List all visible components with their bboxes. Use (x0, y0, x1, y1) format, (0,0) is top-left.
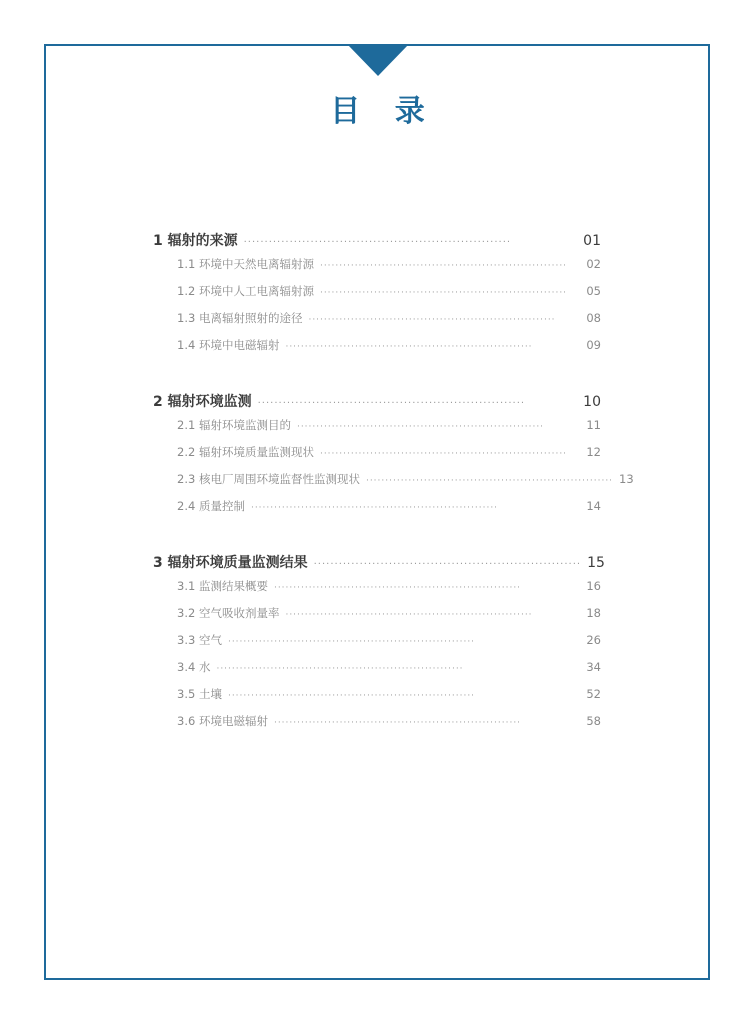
toc-chapter-3 (153, 552, 605, 740)
toc-entry[interactable] (153, 417, 601, 444)
toc-leader-dots: ································································ (319, 449, 568, 459)
toc-entry-label: 1.3 电离辐射照射的途径 (177, 311, 303, 325)
toc-entry-label: 1.1 环境中天然电离辐射源 (177, 257, 314, 271)
toc-entry[interactable] (153, 256, 601, 283)
toc-entry-label: 3.1 监测结果概要 (177, 579, 268, 593)
toc-page-number: 52 (586, 687, 601, 701)
toc-entry-label: 2.3 核电厂周围环境监督性监测现状 (177, 472, 360, 486)
toc-entry[interactable] (153, 337, 601, 364)
toc-entry-label: 2.2 辐射环境质量监测现状 (177, 445, 314, 459)
toc-chapter-1 (153, 230, 601, 364)
toc-entry-label: 3 辐射环境质量监测结果 (153, 555, 308, 571)
toc-entry-label: 3.3 空气 (177, 633, 222, 647)
top-notch-triangle (347, 44, 409, 76)
toc-leader-dots: ································································ (365, 476, 614, 486)
toc-entry[interactable] (153, 310, 601, 337)
toc-page-number: 16 (586, 579, 601, 593)
toc-chapter-2 (153, 391, 634, 525)
toc-leader-dots: ································································ (257, 398, 526, 409)
toc-page-number: 15 (587, 555, 605, 571)
toc-page-number: 34 (586, 660, 601, 674)
toc-page-number: 58 (586, 714, 601, 728)
toc-page-number: 08 (586, 311, 601, 325)
toc-entry-label: 3.6 环境电磁辐射 (177, 714, 268, 728)
toc-entry[interactable] (153, 686, 601, 713)
toc-entry[interactable] (153, 659, 601, 686)
toc-entry[interactable] (153, 283, 601, 310)
toc-entry[interactable] (153, 713, 601, 740)
toc-leader-dots: ································································ (243, 237, 512, 248)
toc-page-number: 14 (586, 499, 601, 513)
toc-page-number: 01 (583, 233, 601, 249)
toc-leader-dots: ································································ (273, 718, 522, 728)
toc-entry-label: 1.4 环境中电磁辐射 (177, 338, 280, 352)
toc-leader-dots: ································································ (216, 664, 464, 674)
toc-entry-label: 2.1 辐射环境监测目的 (177, 418, 291, 432)
toc-entry[interactable] (153, 471, 634, 498)
toc-entry[interactable] (153, 391, 601, 417)
toc-page-number: 26 (586, 633, 601, 647)
toc-entry-label: 1.2 环境中人工电离辐射源 (177, 284, 314, 298)
toc-leader-dots: ································································ (250, 503, 499, 513)
toc-entry[interactable] (153, 578, 601, 605)
toc-page-number: 09 (586, 338, 601, 352)
toc-entry-label: 2 辐射环境监测 (153, 394, 252, 410)
toc-entry[interactable] (153, 605, 601, 632)
toc-leader-dots: ································································ (308, 315, 556, 325)
toc-page-number: 18 (586, 606, 601, 620)
toc-entry[interactable] (153, 632, 601, 659)
toc-entry-label: 3.2 空气吸收剂量率 (177, 606, 280, 620)
toc-page-number: 10 (583, 394, 601, 410)
toc-leader-dots: ································································ (273, 583, 522, 593)
toc-leader-dots: ································································ (285, 610, 533, 620)
toc-leader-dots: ································································ (285, 342, 533, 352)
toc-entry[interactable] (153, 498, 601, 525)
toc-page-number: 05 (586, 284, 601, 298)
toc-leader-dots: ································································ (319, 288, 568, 298)
toc-leader-dots: ································································ (227, 637, 476, 647)
table-of-contents (153, 230, 634, 767)
toc-entry[interactable] (153, 444, 601, 471)
toc-entry-label: 1 辐射的来源 (153, 233, 238, 249)
toc-page-number: 12 (586, 445, 601, 459)
toc-page-number: 11 (586, 418, 601, 432)
toc-leader-dots: ································································ (319, 261, 568, 271)
toc-page-number: 02 (586, 257, 601, 271)
page-title: 目 录 (330, 94, 437, 129)
toc-entry[interactable] (153, 552, 605, 578)
toc-entry-label: 3.4 水 (177, 660, 211, 674)
toc-entry-label: 3.5 土壤 (177, 687, 222, 701)
toc-leader-dots: ································································ (313, 559, 582, 570)
toc-entry[interactable] (153, 230, 601, 256)
toc-entry-label: 2.4 质量控制 (177, 499, 245, 513)
toc-page-number: 13 (619, 472, 634, 486)
toc-leader-dots: ································································ (227, 691, 476, 701)
toc-leader-dots: ································································ (296, 422, 545, 432)
